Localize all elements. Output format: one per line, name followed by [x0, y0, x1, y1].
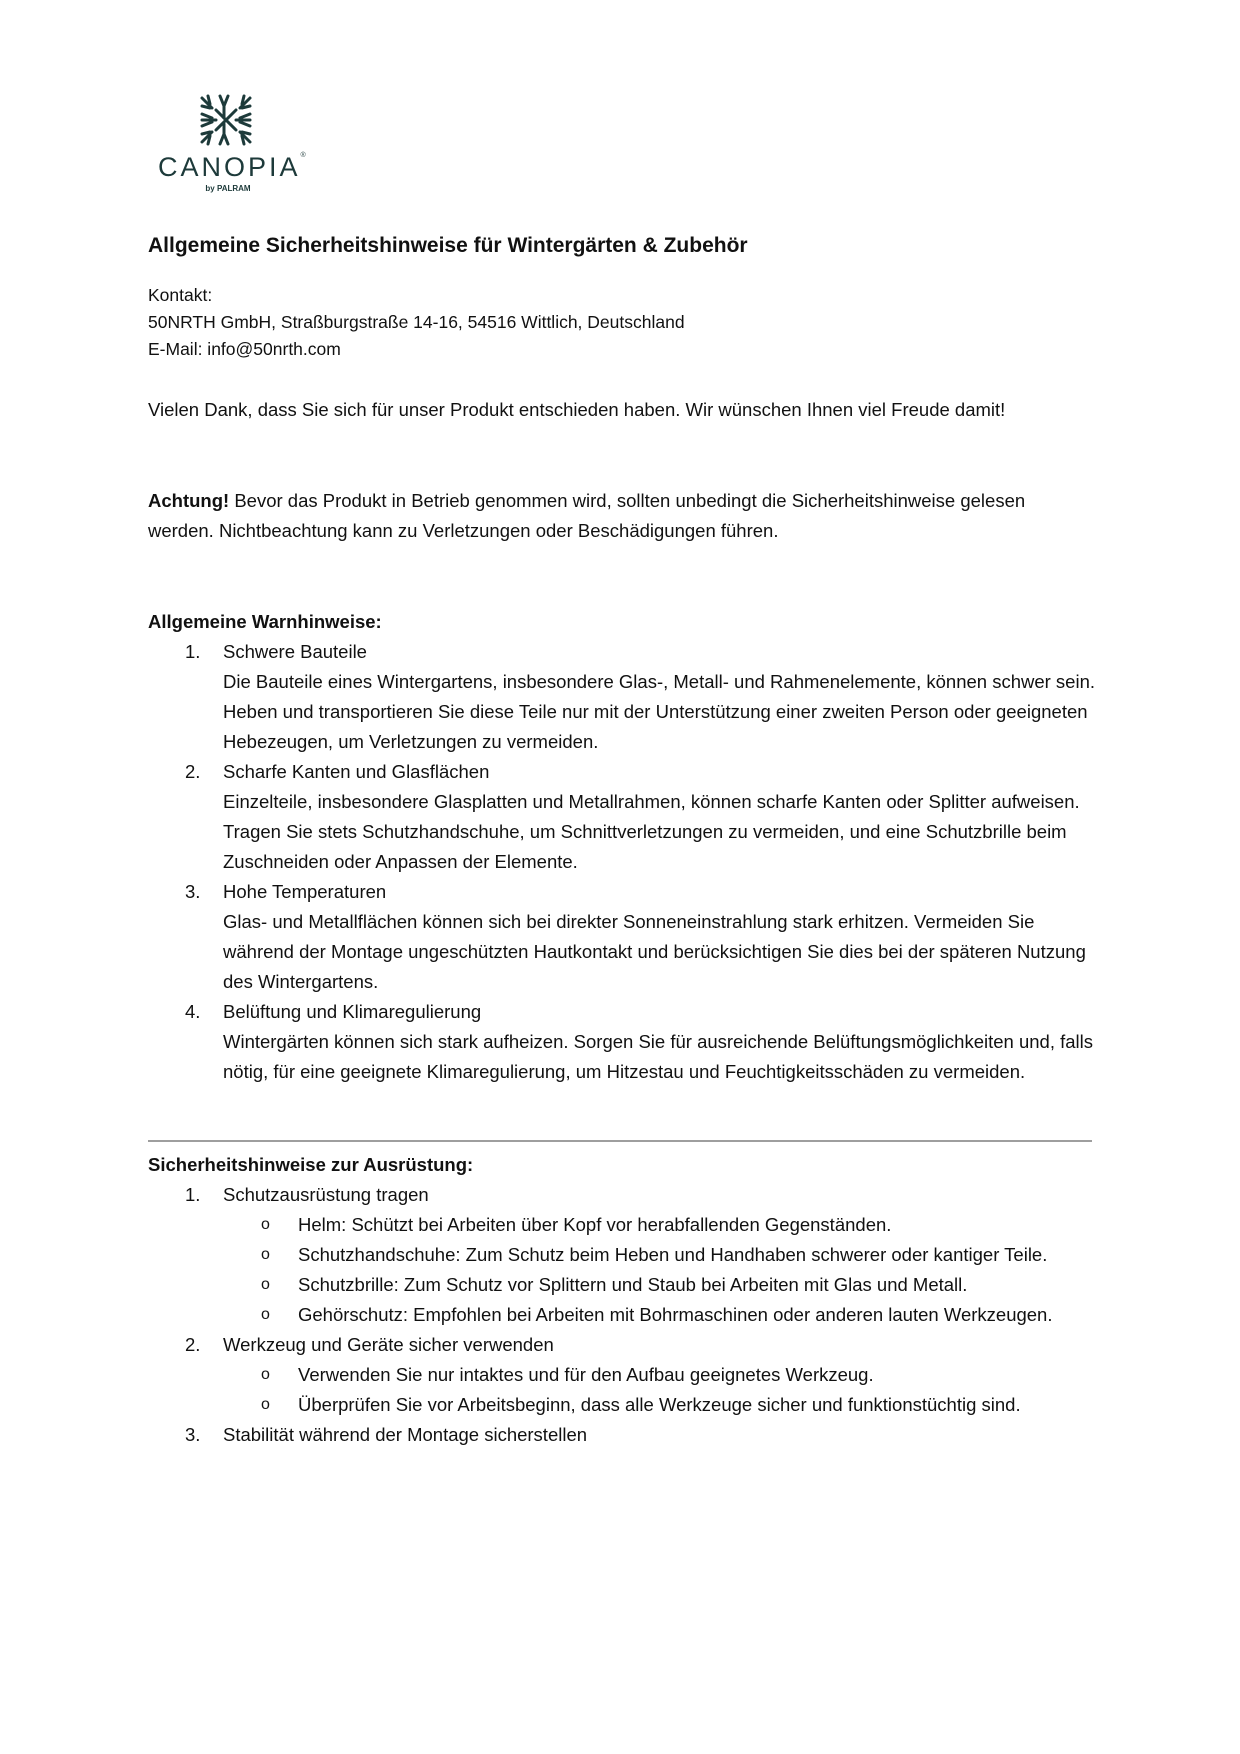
list-item: [148, 997, 1108, 1087]
document-title: Allgemeine Sicherheitshinweise für Wintergärten & Zubehör: [148, 234, 748, 257]
item-title: Schutzausrüstung tragen: [223, 1184, 429, 1205]
circle-bullet-icon: o: [261, 1366, 270, 1383]
item-number: 3.: [185, 881, 201, 902]
general-warnings-list: [148, 637, 1108, 1087]
item-title: Belüftung und Klimaregulierung: [223, 1001, 482, 1022]
item-title: Hohe Temperaturen: [223, 881, 387, 902]
list-item: [148, 637, 1108, 757]
item-number: 2.: [185, 761, 201, 782]
circle-bullet-icon: o: [261, 1246, 270, 1263]
bullet-text: Schutzbrille: Zum Schutz vor Splittern und Staub bei Arbeiten mit Glas und Metall.: [298, 1274, 968, 1295]
tree-pattern-icon: [198, 92, 254, 148]
thanks-paragraph: Vielen Dank, dass Sie sich für unser Produkt entschieden haben. Wir wünschen Ihnen viel Freude damit!: [148, 399, 1006, 420]
contact-label: Kontakt:: [148, 285, 213, 305]
list-item: [148, 877, 1108, 997]
sub-list: [223, 1360, 1108, 1420]
item-title: Scharfe Kanten und Glasflächen: [223, 761, 490, 782]
item-text: Einzelteile, insbesondere Glasplatten und Metallrahmen, können scharfe Kanten oder Splitter aufweisen. Tragen Sie stets Schutzhandschuhe, um Schnittverletzungen zu vermeiden, und eine Schutzbrille beim Zuschneiden oder Anpassen der Elemente.: [223, 791, 1080, 872]
sub-list-item: [223, 1300, 1108, 1330]
sub-list-item: [223, 1240, 1108, 1270]
list-item: [148, 757, 1108, 877]
sub-list-item: [223, 1210, 1108, 1240]
item-number: 1.: [185, 641, 201, 662]
item-number: 2.: [185, 1334, 201, 1355]
circle-bullet-icon: o: [261, 1216, 270, 1233]
list-item: [148, 1420, 1108, 1450]
list-item: [148, 1180, 1108, 1330]
item-text: Wintergärten können sich stark aufheizen. Sorgen Sie für ausreichende Belüftungsmöglichkeiten und, falls nötig, für eine geeignete Klimaregulierung, um Hitzestau und Feuchtigkeitsschäden zu vermeiden.: [223, 1031, 1094, 1082]
brand-byline: by PALRAM: [205, 184, 251, 193]
item-number: 3.: [185, 1424, 201, 1445]
item-text: Die Bauteile eines Wintergartens, insbesondere Glas-, Metall- und Rahmenelemente, können schwer sein. Heben und transportieren Sie diese Teile nur mit der Unterstützung einer zweiten Person oder geeigneten Hebezeugen, um Verletzungen zu vermeiden.: [223, 671, 1096, 752]
sub-list-item: [223, 1270, 1108, 1300]
circle-bullet-icon: o: [261, 1396, 270, 1413]
warning-text: Bevor das Produkt in Betrieb genommen wird, sollten unbedingt die Sicherheitshinweise gelesen werden. Nichtbeachtung kann zu Verletzungen oder Beschädigungen führen.: [148, 490, 1026, 541]
bullet-text: Gehörschutz: Empfohlen bei Arbeiten mit Bohrmaschinen oder anderen lauten Werkzeugen.: [298, 1304, 1053, 1325]
item-title: Werkzeug und Geräte sicher verwenden: [223, 1334, 554, 1355]
equipment-section: [148, 1150, 1108, 1450]
horizontal-divider: [148, 1140, 1092, 1142]
item-number: 4.: [185, 1001, 201, 1022]
contact-email: E-Mail: info@50nrth.com: [148, 339, 341, 359]
brand-wordmark: CANOPIA®: [158, 152, 306, 182]
section-heading: Sicherheitshinweise zur Ausrüstung:: [148, 1154, 474, 1175]
bullet-text: Verwenden Sie nur intaktes und für den Aufbau geeignetes Werkzeug.: [298, 1364, 874, 1385]
general-warnings-section: [148, 607, 1108, 1087]
bullet-text: Überprüfen Sie vor Arbeitsbeginn, dass alle Werkzeuge sicher und funktionstüchtig sind.: [298, 1394, 1021, 1415]
sub-list: [223, 1210, 1108, 1330]
warning-label: Achtung!: [148, 490, 230, 511]
circle-bullet-icon: o: [261, 1306, 270, 1323]
item-title: Schwere Bauteile: [223, 641, 367, 662]
bullet-text: Schutzhandschuhe: Zum Schutz beim Heben und Handhaben schwerer oder kantiger Teile.: [298, 1244, 1048, 1265]
warning-paragraph: [148, 486, 1088, 546]
sub-list-item: [223, 1360, 1108, 1390]
circle-bullet-icon: o: [261, 1276, 270, 1293]
contact-block: [148, 282, 685, 363]
item-number: 1.: [185, 1184, 201, 1205]
sub-list-item: [223, 1390, 1108, 1420]
item-text: Glas- und Metallflächen können sich bei direkter Sonneneinstrahlung stark erhitzen. Vermeiden Sie während der Montage ungeschützten Hautkontakt und berücksichtigen Sie dies bei der späteren Nutzung des Wintergartens.: [223, 911, 1086, 992]
contact-address: 50NRTH GmbH, Straßburgstraße 14-16, 54516 Wittlich, Deutschland: [148, 312, 685, 332]
canopia-logo: [158, 92, 306, 197]
bullet-text: Helm: Schützt bei Arbeiten über Kopf vor herabfallenden Gegenständen.: [298, 1214, 892, 1235]
equipment-list: [148, 1180, 1108, 1450]
section-heading: Allgemeine Warnhinweise:: [148, 611, 382, 632]
list-item: [148, 1330, 1108, 1420]
item-title: Stabilität während der Montage sicherstellen: [223, 1424, 588, 1445]
